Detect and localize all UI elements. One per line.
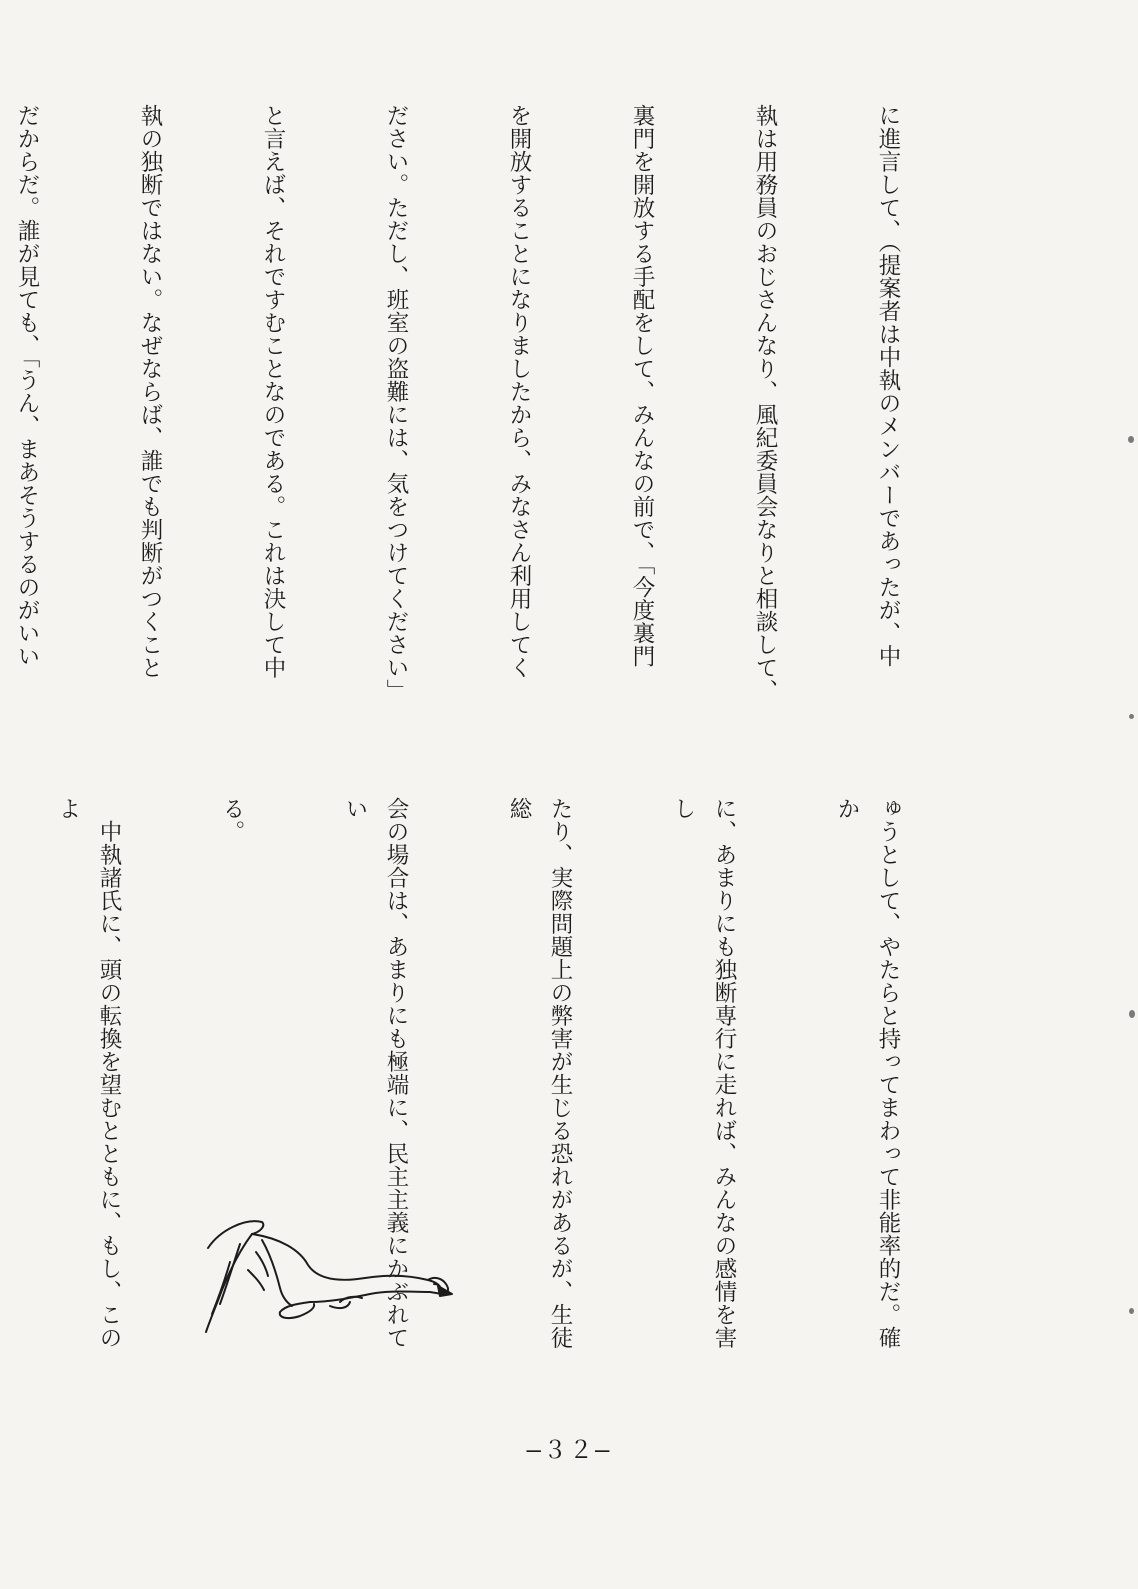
text-line: 中執諸氏に、頭の転換を望むとともに、もし、このよ [55,797,122,1349]
text-line: と言えば、それですむことなのである。これは決して中 [260,104,286,679]
text-line: に、あまりにも独断専行に走れば、みんなの感情を害し [670,797,737,1349]
text-line: 執は用務員のおじさんなり、風紀委員会なりと相談して、 [752,104,778,702]
page-number: —３２— [526,1436,612,1464]
text-line: に進言して、（提案者は中執のメンバーであったが、中 [875,104,901,668]
text-line: だからだ。誰が見ても、「うん、まあそうするのがいい [14,104,40,668]
text-line: ださい。ただし、班室の盗難には、気をつけてください」 [383,104,409,702]
text-line: ゅうとして、やたらと持ってまわって非能率的だ。確か [834,797,901,1349]
scan-mark [1129,714,1134,719]
text-line: 会の場合は、あまりにも極端に、民主主義にかぶれてい [342,797,409,1349]
article-body-bottom [55,797,990,1357]
scan-mark [1129,1308,1134,1314]
article-body-top [14,104,990,704]
swan-drawing-icon [190,1210,465,1340]
scan-mark [1128,436,1134,443]
text-line: を開放することになりましたから、みなさん利用してく [506,104,532,679]
text-line: 執の独断ではない。なぜならば、誰でも判断がつくこと [137,104,163,679]
text-line: たり、実際問題上の弊害が生じる恐れがあるが、生徒総 [506,797,573,1349]
scan-mark [1129,1010,1135,1018]
text-line: る。 [219,797,245,843]
text-line: 裏門を開放する手配をして、みんなの前で、「今度裏門 [629,104,655,668]
